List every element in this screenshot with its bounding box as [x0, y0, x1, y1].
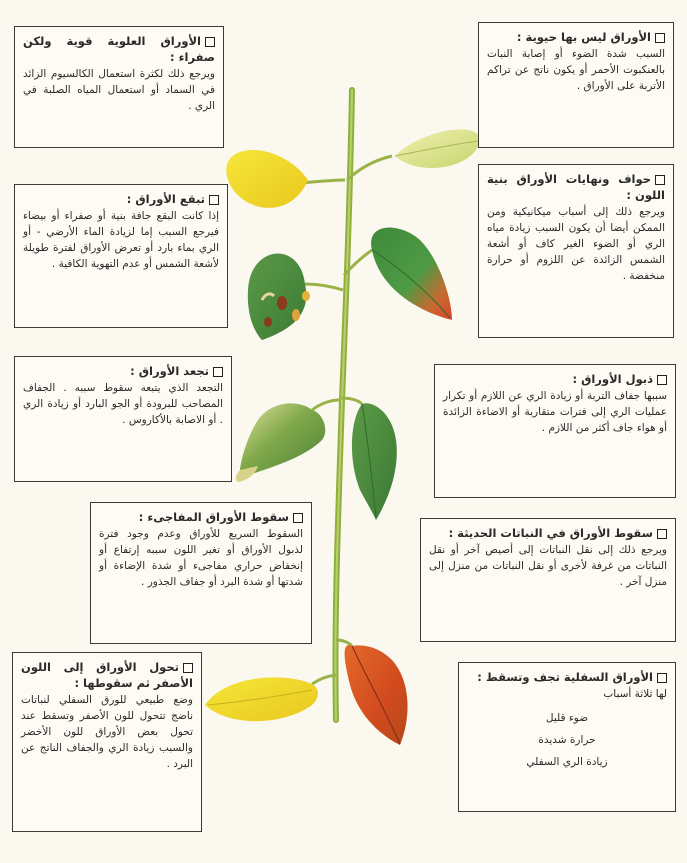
lower-leaves-reason: ضوء قليل: [545, 712, 589, 724]
body-dull-leaves: السبب شدة الضوء أو إصابة النبات بالعنكبوت الأحمر أو يكون ناتج عن تراكم الأتربة على الأوراق .: [487, 48, 665, 92]
box-new-plants: [420, 518, 676, 642]
body-spots: إذا كانت البقع جافة بنية أو صفراء أو بيضاء فيرجع السبب إما لزيادة الماء الأرضي - أو الري بماء بارد أو تعرض الأوراق لفترة طويلة لأشعة الشمس أو عدم التهوية الكافية .: [23, 210, 219, 270]
checkbox-icon: [183, 663, 193, 673]
title-pale-leaves: [23, 33, 215, 65]
title-curling: [23, 363, 223, 379]
lower-leaves-reason: حرارة شديدة: [538, 734, 596, 746]
title-dull-leaves-text: الأوراق ليس بها حيوية :: [516, 30, 651, 44]
title-pale-leaves-text: الأوراق العلوية قوية ولكن صفراء :: [23, 34, 215, 64]
checkbox-icon: [657, 673, 667, 683]
checkbox-icon: [205, 37, 215, 47]
title-sudden-drop-text: سقوط الأوراق المفاجىء :: [138, 510, 289, 524]
checkbox-icon: [657, 529, 667, 539]
title-curling-text: تجعد الأوراق :: [130, 364, 209, 378]
box-pale-leaves: [14, 26, 224, 148]
lower-leaves-intro: لها ثلاثة أسباب: [603, 688, 667, 700]
title-wilting-text: ذبول الأوراق :: [572, 372, 653, 386]
checkbox-icon: [655, 33, 665, 43]
leaf-spotted: [248, 253, 306, 340]
leaf-yellow-lower: [205, 677, 318, 721]
title-spots: [23, 191, 219, 207]
title-brown-edges-text: حواف ونهايات الأوراق بنية اللون :: [487, 172, 665, 202]
checkbox-icon: [213, 367, 223, 377]
checkbox-icon: [209, 195, 219, 205]
checkbox-icon: [293, 513, 303, 523]
body-new-plants: ويرجع ذلك إلى نقل النباتات إلى أصيص آخر أو نقل النباتات من غرفة لأخرى أو نقل النباتات من منزل إلى منزل آخر .: [429, 544, 667, 588]
leaf-yellow-upper: [226, 150, 308, 208]
title-new-plants: [429, 525, 667, 541]
checkbox-icon: [657, 375, 667, 385]
body-pale-leaves: ويرجع ذلك لكثرة استعمال الكالسيوم الزائد في السماد أو استعمال المياه الصلبة في الري .: [23, 68, 215, 112]
body-sudden-drop: السقوط السريع للأوراق وعدم وجود فترة لذبول الأوراق أو تغير اللون سببه إرتفاع أو إنخفاض حراري مفاجىء أو شدة الإضاءة أو شدتها أو شدة البرد أو جفاف الجذور .: [99, 528, 303, 588]
body-yellow-drop: وضع طبيعي للورق السفلي لنباتات ناضج تتحول للون الأصفر وتسقط عند تحول بعض الأوراق للون الأخضر والسبب زيادة الري والجفاف الناتج عن البرد .: [21, 694, 193, 770]
box-brown-edges: [478, 164, 674, 338]
leaf-pale-upper: [395, 129, 480, 168]
title-spots-text: تبقع الأوراق :: [126, 192, 205, 206]
box-lower-leaves: [458, 662, 676, 812]
title-brown-edges: [487, 171, 665, 203]
box-wilting: [434, 364, 676, 498]
box-curling: [14, 356, 232, 482]
box-yellow-drop: [12, 652, 202, 832]
lower-leaves-reason: زيادة الري السفلي: [526, 756, 608, 768]
body-brown-edges: ويرجع ذلك إلى أسباب ميكانيكية ومن الممكن أيضا أن يكون السبب زيادة مياه الري أو الضوء الغير كاف أو أشعة الشمس الزائدة عن اللزوم أو حرارة منخفضة .: [487, 206, 665, 282]
box-dull-leaves: [478, 22, 674, 148]
title-dull-leaves: [487, 29, 665, 45]
body-wilting: سببها جفاف التربة أو زيادة الري عن اللازم أو تكرار عمليات الري إلى فترات متقاربة أو الاضاءة الزائدة أو هواء جاف أكثر من اللازم .: [443, 390, 667, 434]
box-spots: [14, 184, 228, 328]
title-lower-leaves: [467, 669, 667, 685]
title-yellow-drop-text: تحول الأوراق إلى اللون الأصفر ثم سقوطها :: [21, 660, 193, 690]
checkbox-icon: [655, 175, 665, 185]
title-new-plants-text: سقوط الأوراق في النباتات الحديثة :: [448, 526, 653, 540]
body-curling: التجعد الذي يتبعه سقوط سببه . الجفاف المصاحب للبرودة أو الجو البارد أو زيادة الري . أو الاصابة بالأكاروس .: [23, 382, 223, 426]
title-wilting: [443, 371, 667, 387]
title-lower-leaves-text: الأوراق السفلية تجف وتسقط :: [477, 670, 653, 684]
title-yellow-drop: [21, 659, 193, 691]
leaf-curled: [240, 403, 326, 478]
title-sudden-drop: [99, 509, 303, 525]
box-sudden-drop: [90, 502, 312, 644]
